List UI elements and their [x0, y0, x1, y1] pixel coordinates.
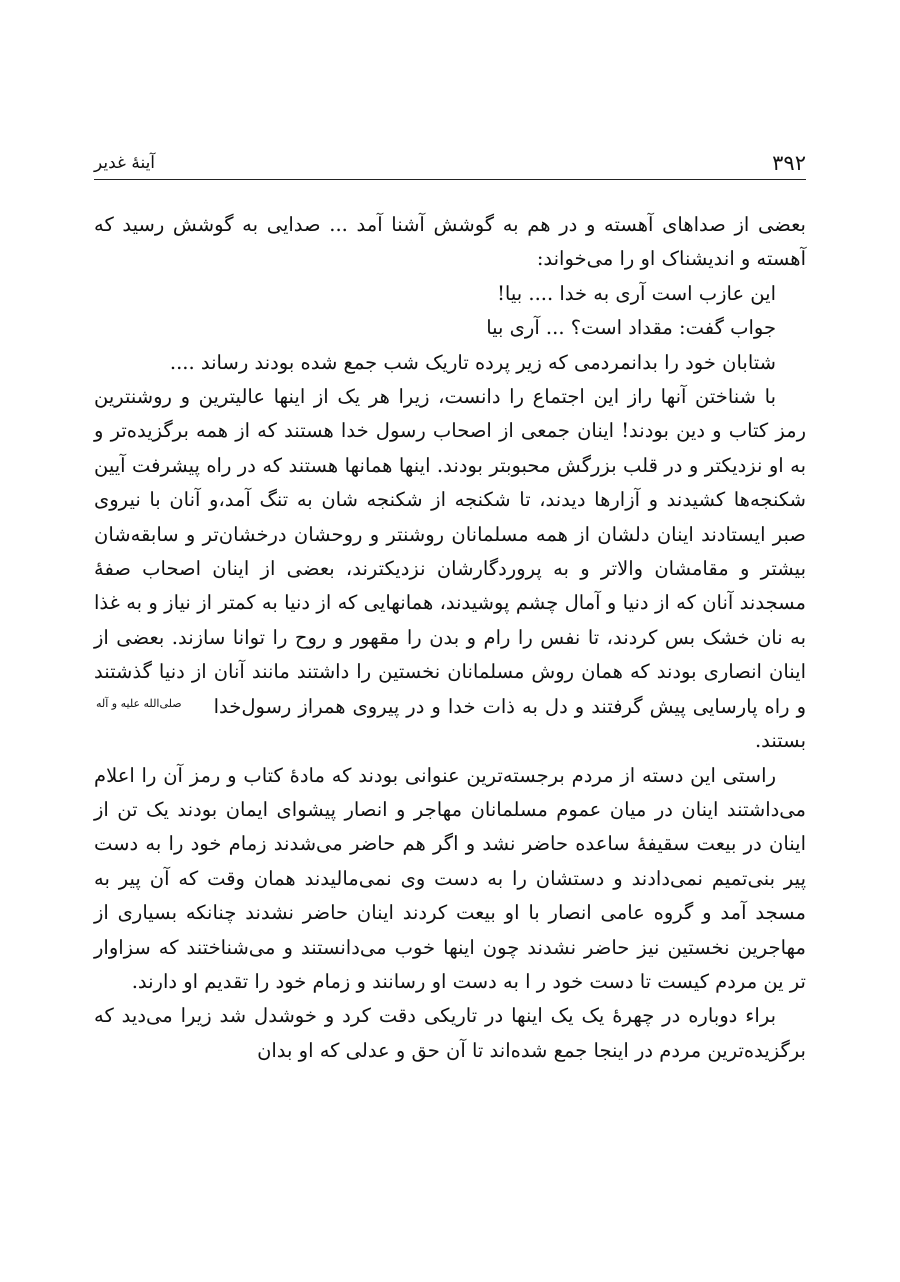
page-number: ۳۹۲ [772, 151, 806, 175]
book-title: آینهٔ غدیر [94, 153, 156, 173]
verse-line-1: این عازب است آری به خدا .... بیا! [497, 281, 776, 305]
running-header [94, 146, 806, 180]
verse-line-2: جواب گفت: مقداد است؟ ... آری بیا [486, 316, 776, 340]
honorific-symbol: صلی‌الله علیه و آله [96, 696, 182, 710]
paragraph-1: بعضی از صداهای آهسته و در هم به گوشش آشنا آمد ... صدایی به گوشش رسید که آهسته و اندیشناک او را می‌خواند: [94, 213, 806, 271]
page-body [94, 208, 806, 1068]
paragraph-4: راستی این دسته از مردم برجسته‌ترین عنوانی بودند که مادهٔ کتاب و رمز آن را اعلام می‌داشتند اینان در میان عموم مسلمانان مهاجر و انصار پیشوای ایمان بودند یک تن از اینان در بیعت سقیفهٔ ساعده حاضر نشد و اگر هم حاضر می‌شدند زمام خود را به دست پیر بنی‌تمیم نمی‌دادند و دستشان را به دست وی نمی‌مالیدند همان وقت که آن پیر به مسجد آمد و گروه عامی انصار با او بیعت کردند اینان حاضر نشدند چنانکه بسیاری از مهاجرین نخستین نیز حاضر نشدند چون اینها خوب می‌دانستند و می‌شناختند که سزاوار تر ین مردم کیست تا دست خود ر ا به دست او رسانند و زمام خود را تقدیم او دارند. [94, 763, 806, 993]
paragraph-3 [94, 380, 806, 758]
paragraph-2: شتابان خود را بدانمردمی که زیر پرده تاریک شب جمع شده بودند رساند .... [169, 350, 776, 374]
paragraph-3-end: بستند. [754, 729, 806, 753]
paragraph-5: براء دوباره در چهرهٔ یک یک اینها در تاریکی دقت کرد و خوشدل شد زیرا می‌دید که برگزیده‌ترین مردم در اینجا جمع شده‌اند تا آن حق و عدلی که او بدان [94, 1004, 806, 1062]
book-page [94, 0, 806, 1282]
paragraph-3-text: با شناختن آنها راز این اجتماع را دانست، زیرا هر یک از اینها عالیترین و روشنترین رمز کتاب و دین بودند! اینان جمعی از اصحاب رسول خدا هستند که از همه برگزیده‌تر و به او نزدیکتر و در قلب بزرگش محبوبتر بودند. اینها همانها هستند که در راه پیشرفت آیین شکنجه‌ها کشیدند و آزارها دیدند، تا شکنجه از شکنجه شان به تنگ آمد،و آنان با نیروی صبر ایستادند اینان دلشان از همه مسلمانان روشنتر و روحشان درخشان‌تر و سابقه‌شان بیشتر و مقامشان والاتر و به پروردگارشان نزدیکترند، بعضی از اینان اصحاب صفهٔ مسجدند آنان که از دنیا و آمال چشم پوشیدند، همانهایی که از دنیا به کمتر از نیاز و به غذا به نان خشک بس کردند، تا نفس را رام و بدن را مقهور و روح را توانا سازند. بعضی از اینان انصاری بودند که همان روش مسلمانان نخستین را داشتند مانند آنان از دنیا گذشتند و راه پارسایی پیش گرفتند و دل به ذات خدا و در پیروی همراز رسول‌خدا [94, 385, 806, 718]
